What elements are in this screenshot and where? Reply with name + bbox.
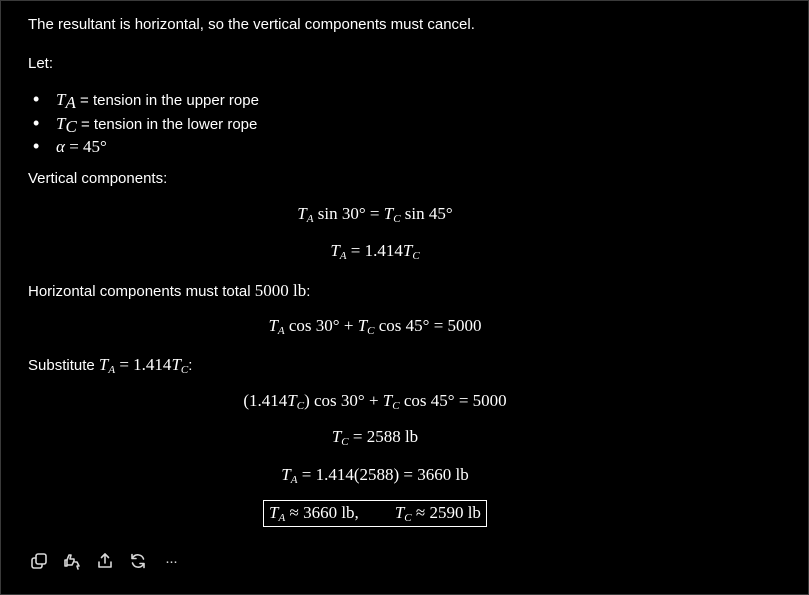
subscript: A xyxy=(339,250,347,262)
equation-text: sin 30° = xyxy=(313,204,384,223)
equation-text: = 1.414 xyxy=(346,241,403,260)
equation-text: = 1.414 xyxy=(115,355,172,374)
list-item-text: = 45° xyxy=(64,137,107,156)
variable: T xyxy=(269,503,279,522)
subscript: C xyxy=(65,116,77,136)
variable: T xyxy=(331,427,342,446)
subscript: C xyxy=(412,250,420,262)
horizontal-suffix: : xyxy=(306,283,311,300)
substitute-label-text: Substitute xyxy=(28,357,99,374)
variable: T xyxy=(268,316,278,335)
regenerate-button[interactable] xyxy=(127,551,149,571)
variable: T xyxy=(56,113,66,133)
subscript: C xyxy=(392,400,400,412)
copy-icon xyxy=(30,552,48,570)
equation-text: ≈ 2590 lb xyxy=(411,503,481,522)
equation-text: ≈ 3660 lb, xyxy=(285,503,359,522)
equation-horizontal xyxy=(0,316,750,337)
equation-text: ) cos 30° + xyxy=(304,391,383,410)
subscript: C xyxy=(180,364,189,376)
share-icon xyxy=(96,552,114,570)
variable: T xyxy=(394,503,405,522)
subscript: C xyxy=(296,400,305,412)
subscript: A xyxy=(278,512,286,524)
subscript: A xyxy=(306,213,314,225)
final-answer-box xyxy=(263,500,487,527)
variable: T xyxy=(402,241,413,260)
subscript: A xyxy=(277,325,285,337)
equation-text: sin 45° xyxy=(400,204,453,223)
more-options-button[interactable] xyxy=(160,551,182,571)
equation-substitute-1 xyxy=(0,391,750,412)
horizontal-label-text: Horizontal components must total xyxy=(28,283,255,300)
subscript: C xyxy=(393,213,401,225)
copy-button[interactable] xyxy=(28,551,50,571)
subscript: C xyxy=(404,512,412,524)
subscript: C xyxy=(367,325,375,337)
equation-text: = 1.414(2588) = 3660 lb xyxy=(297,465,469,484)
horizontal-value: 5000 lb xyxy=(254,281,307,300)
subscript: A xyxy=(290,474,298,486)
variable: T xyxy=(297,204,307,223)
subscript: A xyxy=(65,93,76,112)
message-actions xyxy=(28,551,182,571)
equation-text: cos 45° = 5000 xyxy=(399,391,507,410)
horizontal-label xyxy=(28,281,310,301)
substitute-label xyxy=(28,355,192,376)
variable: T xyxy=(330,241,340,260)
list-item xyxy=(28,112,259,136)
list-item xyxy=(28,88,259,112)
refresh-icon xyxy=(129,552,147,570)
equation-substitute-3 xyxy=(0,465,750,486)
subscript: C xyxy=(341,436,349,448)
variable: T xyxy=(383,204,394,223)
equation-text: : xyxy=(188,357,193,374)
equation-text: cos 30° + xyxy=(284,316,358,335)
variable: α xyxy=(56,137,65,156)
equation-vertical-2 xyxy=(0,241,750,262)
intro-text: The resultant is horizontal, so the vertical components must cancel. xyxy=(28,16,475,33)
variable: T xyxy=(281,465,291,484)
variable: T xyxy=(357,316,368,335)
equation-vertical-1 xyxy=(0,204,750,225)
feedback-button[interactable] xyxy=(61,551,83,571)
equation-text: cos 45° = 5000 xyxy=(374,316,482,335)
list-item-text: = tension in the upper rope xyxy=(75,92,259,109)
list-item-text: = tension in the lower rope xyxy=(76,115,258,133)
list-item xyxy=(28,135,259,159)
variable: T xyxy=(98,355,109,374)
definition-list xyxy=(28,88,259,159)
equation-text: (1.414 xyxy=(243,391,288,410)
let-label: Let: xyxy=(28,55,54,72)
variable: T xyxy=(171,355,181,374)
equation-substitute-2 xyxy=(0,427,750,448)
final-answer xyxy=(0,500,750,527)
equation-text: = 2588 lb xyxy=(348,427,419,446)
variable: T xyxy=(287,391,297,410)
subscript: A xyxy=(108,364,116,376)
variable: T xyxy=(56,90,66,109)
variable: T xyxy=(382,391,393,410)
thumbs-up-down-icon xyxy=(63,552,81,570)
more-icon: ··· xyxy=(165,552,177,570)
vertical-label: Vertical components: xyxy=(28,170,168,187)
share-button[interactable] xyxy=(94,551,116,571)
